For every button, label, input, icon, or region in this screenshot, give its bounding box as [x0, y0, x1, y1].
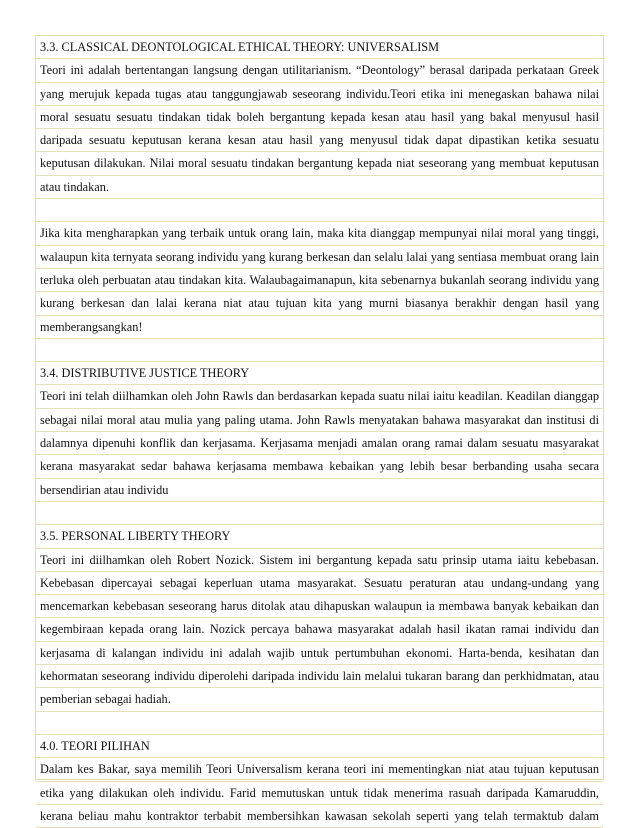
text-line: yang merujuk kepada tugas atau tanggungjawab seseorang individu.Teori etika ini menegaskan bahawa nilai — [36, 83, 603, 106]
text-line: bersendirian atau individu — [36, 479, 603, 502]
text-line: etika yang dilakukan oleh individu. Farid memutuskan untuk tidak menerima rasuah daripada Kamaruddin, — [36, 782, 603, 805]
text-line: kerana beliau mahu kontraktor terbabit membersihkan kawasan sekolah seperti yang telah termaktub dalam — [36, 805, 603, 828]
blank-line — [36, 199, 603, 222]
text-line: Dalam kes Bakar, saya memilih Teori Universalism kerana teori ini mementingkan niat atau tujuan keputusan — [36, 758, 603, 781]
text-line: walaupun kita ternyata seorang individu yang kurang berkesan dan selalu lalai yang sentiasa membuat orang lain — [36, 246, 603, 269]
section-heading: 3.5. PERSONAL LIBERTY THEORY — [36, 525, 603, 548]
text-line: moral sesuatu sesuatu tindakan tidak boleh bergantung kepada kesan atau hasil yang bakal menyusul hasil — [36, 106, 603, 129]
text-line: mencemarkan kebebasan seseorang harus ditolak atau dihapuskan walaupun ia membawa banyak kebaikan dan — [36, 595, 603, 618]
text-line: kerjasama di kalangan individu ini adalah wajib untuk pertumbuhan ekonomi. Harta-benda, kesihatan dan — [36, 642, 603, 665]
text-line: Jika kita mengharapkan yang terbaik untuk orang lain, maka kita dianggap mempunyai nilai moral yang tinggi, — [36, 222, 603, 245]
blank-line — [36, 502, 603, 525]
text-line: kurang berkesan dan lalai kerana niat atau tujuan kita yang murni biasanya berakhir dengan hasil yang — [36, 292, 603, 315]
text-line: kehormatan seseorang individu diperolehi daripada individu lain melalui tukaran barang dan perkhidmatan, atau — [36, 665, 603, 688]
section-heading: 3.4. DISTRIBUTIVE JUSTICE THEORY — [36, 362, 603, 385]
text-line: Teori ini adalah bertentangan langsung dengan utilitarianism. “Deontology” berasal daripada perkataan Greek — [36, 59, 603, 82]
text-line: daripada sesuatu keputusan kerana kesan atau hasil yang menyusul tidak dapat dipastikan ketika sesuatu — [36, 129, 603, 152]
text-line: Kebebasan dipercayai sebagai keperluan utama masyarakat. Sesuatu peraturan atau undang-undang yang — [36, 572, 603, 595]
text-line: terluka oleh perbuatan atau tindakan kita. Walaubagaimanapun, kita sebenarnya bukanlah seorang individu yang — [36, 269, 603, 292]
text-line: kerana masyarakat sedar bahawa kerjasama membawa kebaikan yang lebih besar berbanding usaha secara — [36, 455, 603, 478]
text-line: sebagai nilai moral atau mulia yang paling utama. John Rawls menyatakan bahawa masyarakat dan institusi di — [36, 409, 603, 432]
blank-line — [36, 712, 603, 735]
blank-line — [36, 339, 603, 362]
text-line: memberangsangkan! — [36, 316, 603, 339]
text-line: kegembiraan kepada orang lain. Nozick percaya bahawa masyarakat adalah hasil ikatan ramai individu dan — [36, 618, 603, 641]
text-line: Teori ini diilhamkan oleh Robert Nozick. Sistem ini bergantung kepada satu prinsip utama iaitu kebebasan. — [36, 549, 603, 572]
text-line: dalamnya dipenuhi konflik dan kerjasama. Kerjasama menjadi amalan orang ramai dalam sesuatu masyarakat — [36, 432, 603, 455]
section-heading: 3.3. CLASSICAL DEONTOLOGICAL ETHICAL THEORY: UNIVERSALISM — [36, 36, 603, 59]
text-line: pemberian sebagai hadiah. — [36, 688, 603, 711]
text-line: Teori ini telah diilhamkan oleh John Rawls dan berdasarkan kepada suatu nilai iaitu keadilan. Keadilan dianggap — [36, 385, 603, 408]
text-line: keputusan dilakukan. Nilai moral sesuatu tindakan bergantung kepada niat seseorang yang membuat keputusan — [36, 152, 603, 175]
section-heading: 4.0. TEORI PILIHAN — [36, 735, 603, 758]
document-page — [35, 35, 604, 823]
text-line: atau tindakan. — [36, 176, 603, 199]
